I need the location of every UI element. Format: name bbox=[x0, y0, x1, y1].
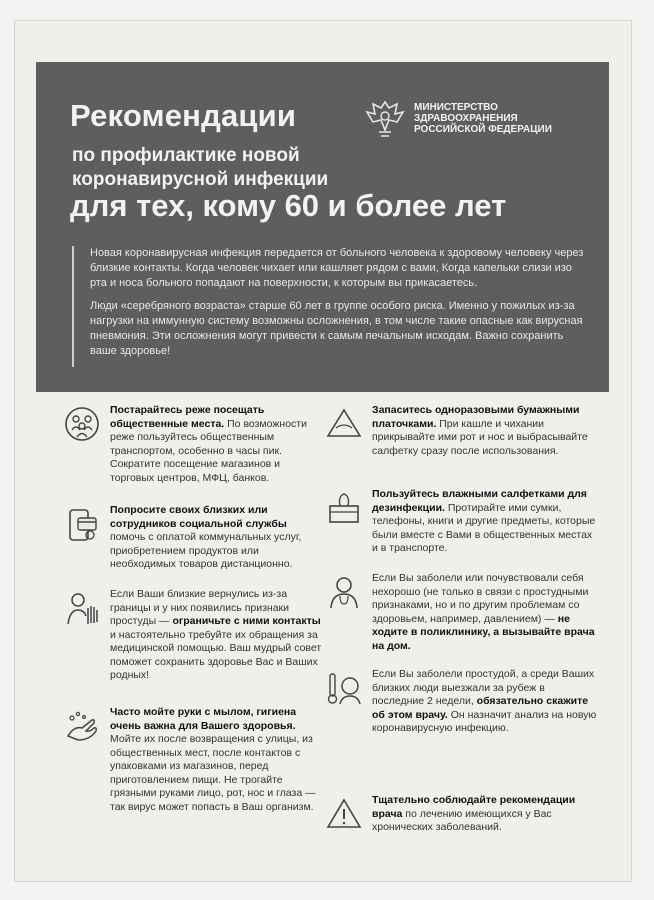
phone-payment-icon bbox=[64, 506, 100, 542]
item-heading: не ходите в поликлинику, а вызывайте врача на дом. bbox=[372, 612, 595, 652]
item-text: Мойте их после возвращения с улицы, из общественных мест, после контактов с упаковками из магазинов, перед приготовлением пищи. Не трогайте грязными руками лицо, рот, нос и глаза — так вирус может попасть в Ваш организм. bbox=[110, 733, 316, 813]
item-heading: Тщательно соблюдайте рекомендации врача bbox=[372, 794, 576, 820]
item-text-before: Если Вы заболели или почувствовали себя нехорошо (не только в связи с простудными признаками, но и по другим проблемам со здоровьем, например, давлением) — bbox=[372, 572, 589, 625]
item-heading: обязательно скажите об этом врачу. bbox=[372, 695, 589, 721]
header-banner bbox=[36, 62, 609, 392]
recommendation-item bbox=[64, 504, 324, 588]
left-column bbox=[64, 404, 324, 826]
intro-paragraph-2: Люди «серебряного возраста» старше 60 лет в группе особого риска. Именно у пожилых из-за нагрузки на иммунную систему возможны осложнения, в том числе такие опасные как вирусная пневмония. Эти осложнения могут привести к самым печальным исходам. Важно сохранить ваше здоровье! bbox=[90, 300, 583, 357]
item-heading: Часто мойте руки с мылом, гигиена очень важна для Вашего здоровья. bbox=[110, 706, 297, 732]
intro-paragraph-1: Новая коронавирусная инфекция передается от больного человека к здоровому человеку через близкие контакты. Когда человек чихает или кашляет рядом с вами, Когда капельки слизи изо рта и носа больного попадают на поверхности, к которым вы прикасаетесь. bbox=[90, 247, 584, 289]
recommendation-item bbox=[64, 404, 324, 504]
thermometer-icon bbox=[326, 670, 362, 706]
ministry-line-2: ЗДРАВООХРАНЕНИЯ bbox=[414, 113, 518, 124]
subtitle-line-2: коронавирусной инфекции bbox=[72, 169, 329, 190]
item-heading: Пользуйтесь влажными салфетками для дезинфекции. bbox=[372, 488, 587, 514]
recommendation-item bbox=[326, 668, 598, 794]
wipes-box-icon bbox=[326, 490, 362, 526]
subtitle-line-1: по профилактике новой bbox=[72, 145, 300, 166]
item-text: помочь с оплатой коммунальных услуг, приобретением продуктов или необходимых товаров дистанционно. bbox=[110, 531, 302, 570]
ministry-line-1: МИНИСТЕРСТВО bbox=[414, 102, 498, 113]
item-text: и настоятельно требуйте их обращения за медицинской помощью. Ваш мудрый совет поможет сохранить здоровье Вас и Ваших родных! bbox=[110, 628, 322, 681]
intro-text bbox=[72, 246, 590, 367]
ministry-line-3: РОССИЙСКОЙ ФЕДЕРАЦИИ bbox=[414, 124, 552, 135]
title-audience: для тех, кому 60 и более лет bbox=[70, 188, 507, 223]
item-text: При кашле и чихании прикрывайте ими рот и нос и выбрасывайте салфетку сразу после использования. bbox=[372, 417, 588, 457]
recommendation-item bbox=[64, 706, 324, 826]
doctor-icon bbox=[326, 574, 362, 610]
recommendation-item bbox=[326, 488, 598, 572]
recommendation-item bbox=[326, 404, 598, 488]
crowd-icon bbox=[64, 406, 100, 442]
warning-icon bbox=[326, 796, 362, 832]
recommendation-item bbox=[326, 794, 598, 834]
item-heading: ограничьте с ними контакты bbox=[172, 615, 321, 627]
right-column bbox=[326, 404, 598, 834]
hand-washing-icon bbox=[64, 708, 100, 744]
item-heading: Запаситесь одноразовыми бумажными платочками. bbox=[372, 404, 580, 430]
ministry-name bbox=[414, 102, 594, 135]
eagle-emblem-icon bbox=[363, 96, 407, 140]
recommendation-item bbox=[64, 588, 324, 706]
title-subtitle bbox=[72, 144, 392, 192]
item-text-before: Если Вы заболели простудой, а среди Ваших близких люди выезжали за рубеж в последние 2 недели, bbox=[372, 668, 595, 707]
item-text: Протирайте ими сумки, телефоны, книги и другие предметы, которые были вместе с Вами в общественных местах и в транспорте. bbox=[372, 501, 596, 554]
item-heading: Попросите своих близких или сотрудников социальной службы bbox=[110, 504, 287, 530]
tissue-icon bbox=[326, 406, 362, 442]
item-text: Он назначит анализ на новую коронавирусную инфекцию. bbox=[372, 708, 597, 734]
item-heading: Постарайтесь реже посещать общественные места. bbox=[110, 404, 265, 430]
recommendation-item bbox=[326, 572, 598, 668]
title-main: Рекомендации bbox=[70, 98, 297, 133]
item-text: по лечению имеющихся у Вас хронических заболеваний. bbox=[372, 807, 552, 833]
item-text: По возможности реже пользуйтесь общественным транспортом, особенно в часы пик. Сократите посещение магазинов и торговых центров, МФЦ, банков. bbox=[110, 417, 307, 484]
stop-hand-icon bbox=[64, 590, 100, 626]
item-text-before: Если Ваши близкие вернулись из-за границы и у них появились признаки простуды — bbox=[110, 588, 290, 627]
